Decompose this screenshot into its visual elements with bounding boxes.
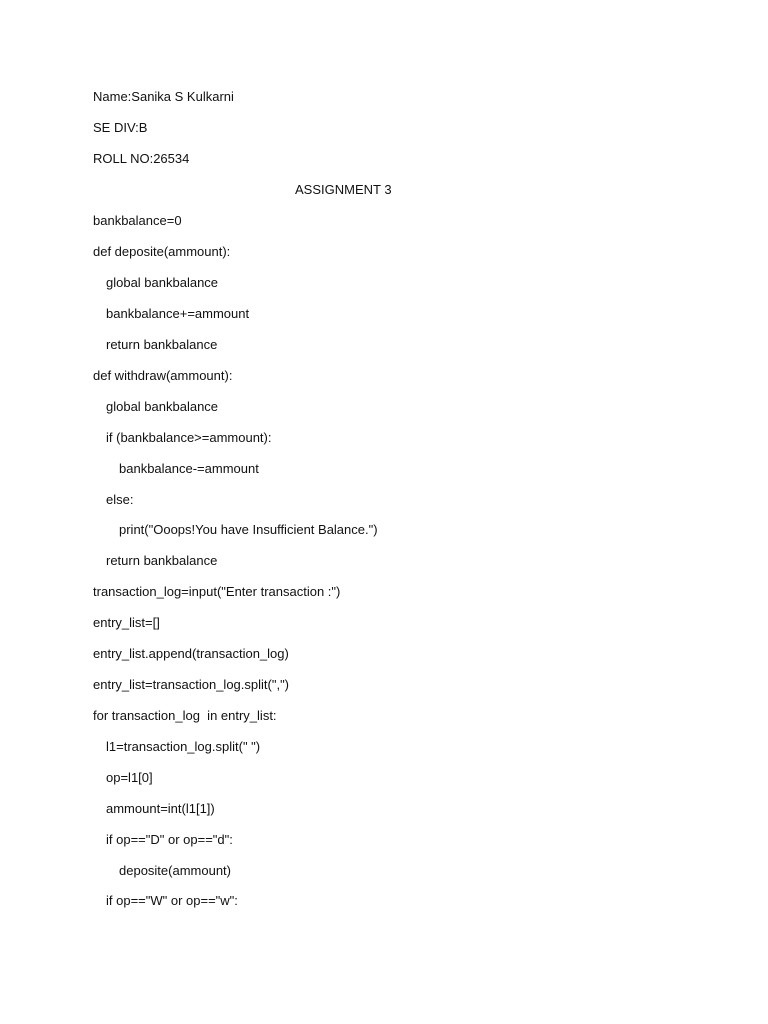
code-line: bankbalance-=ammount [119,461,259,476]
assignment-title: ASSIGNMENT 3 [295,182,392,197]
code-line: if (bankbalance>=ammount): [106,430,272,445]
code-line: return bankbalance [106,553,218,568]
code-line: ammount=int(l1[1]) [106,801,215,816]
code-line: if op=="D" or op=="d": [106,832,233,847]
student-division: SE DIV:B [93,120,148,135]
code-line: deposite(ammount) [119,863,231,878]
code-line: if op=="W" or op=="w": [106,893,238,908]
code-line: return bankbalance [106,337,218,352]
code-line: global bankbalance [106,275,219,290]
student-name: Name:Sanika S Kulkarni [93,89,234,104]
code-line: entry_list=transaction_log.split(",") [93,677,290,692]
code-line: global bankbalance [106,399,219,414]
code-line: bankbalance=0 [93,213,182,228]
code-line: else: [106,492,134,507]
code-line: transaction_log=input("Enter transaction :") [93,584,341,599]
code-line: for transaction_log in entry_list: [93,708,277,723]
code-line: entry_list.append(transaction_log) [93,646,289,661]
code-line: bankbalance+=ammount [106,306,250,321]
roll-number: ROLL NO:26534 [93,151,190,166]
code-line: l1=transaction_log.split(" ") [106,739,261,754]
code-line: def deposite(ammount): [93,244,231,259]
code-line: op=l1[0] [106,770,153,785]
code-line: def withdraw(ammount): [93,368,233,383]
code-line: entry_list=[] [93,615,160,630]
code-line: print("Ooops!You have Insufficient Balance.") [119,522,378,537]
